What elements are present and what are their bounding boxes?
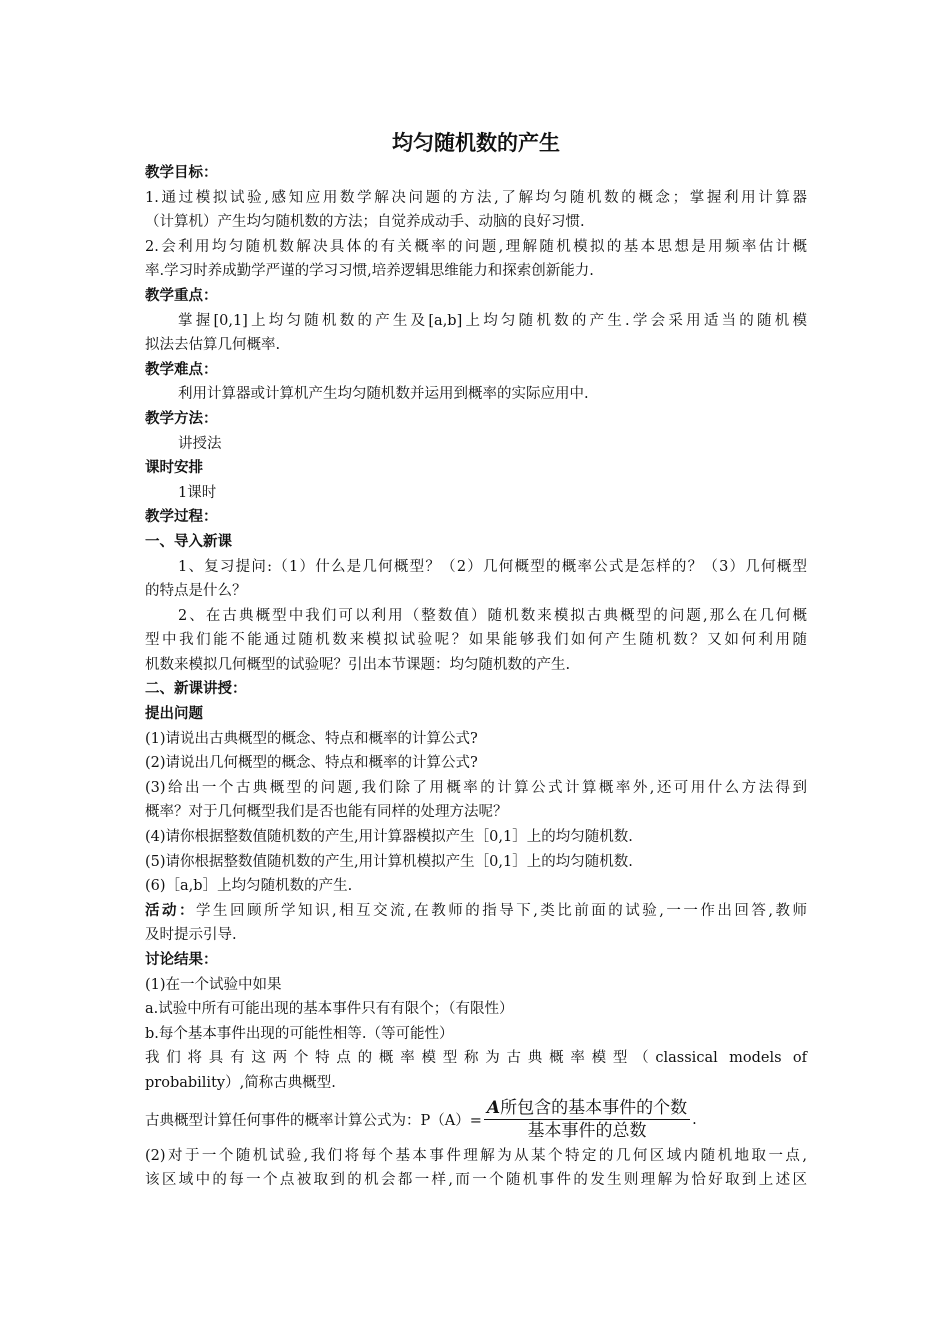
classical-probability-formula <box>145 1096 807 1144</box>
result-2-line-1: (2)对于一个随机试验,我们将每个基本事件理解为从某个特定的几何区域内随机地取一点, <box>145 1147 807 1164</box>
objectives-heading: 教学目标： <box>145 165 218 181</box>
objective-item-2 <box>145 235 807 284</box>
activity-text-1: 学生回顾所学知识,相互交流,在教师的指导下,类比前面的试验,一一作出回答,教师 <box>196 902 807 919</box>
question-5: (5)请你根据整数值随机数的产生,用计算机模拟产生［0,1］上的均匀随机数. <box>145 853 633 870</box>
formula-suffix: . <box>692 1111 697 1128</box>
results-heading: 讨论结果： <box>145 952 218 968</box>
objective-item-2-line-2: 率.学习时养成勤学严谨的学习习惯,培养逻辑思维能力和探索创新能力. <box>145 263 594 280</box>
formula-denominator: 基本事件的总数 <box>527 1120 647 1141</box>
method-heading: 教学方法： <box>145 410 218 427</box>
result-2-line-2: 该区域中的每一个点被取到的机会都一样,而一个随机事件的发生则理解为恰好取到上述区 <box>145 1172 807 1189</box>
schedule-heading: 课时安排 <box>145 460 203 477</box>
document-title: 均匀随机数的产生 <box>392 131 560 155</box>
question-6: (6)［a,b］上均匀随机数的产生. <box>145 878 353 895</box>
intro-paragraph-1 <box>145 555 807 604</box>
process-heading: 教学过程： <box>145 509 218 526</box>
formula-numerator-text: 所包含的基本事件的个数 <box>500 1097 688 1118</box>
activity-line-1 <box>145 899 807 924</box>
formula-prefix: 古典概型计算任何事件的概率计算公式为：P（A）= <box>145 1113 482 1130</box>
intro-p1-line-1: 1、复习提问:（1）什么是几何概型？（2）几何概型的概率公式是怎样的？（3）几何概型 <box>178 558 807 575</box>
intro-p2-line-2: 型中我们能不能通过随机数来模拟试验呢？如果能够我们如何产生随机数？又如何利用随 <box>145 632 807 649</box>
question-3-line-1: (3)给出一个古典概型的问题,我们除了用概率的计算公式计算概率外,还可用什么方法得到 <box>145 779 807 796</box>
formula-numerator <box>484 1098 690 1120</box>
result-1: (1)在一个试验中如果 <box>145 976 282 993</box>
activity-paragraph <box>145 899 807 948</box>
questions-heading: 提出问题 <box>145 706 203 723</box>
intro-p1-line-2: 的特点是什么？ <box>145 583 247 600</box>
question-4: (4)请你根据整数值随机数的产生,用计算器模拟产生［0,1］上的均匀随机数. <box>145 829 633 846</box>
intro-heading: 一、导入新课 <box>145 533 232 550</box>
difficulties-text: 利用计算器或计算机产生均匀随机数并运用到概率的实际应用中. <box>178 386 589 403</box>
question-2: (2)请说出几何概型的概念、特点和概率的计算公式? <box>145 755 478 772</box>
activity-label: 活动： <box>145 902 196 919</box>
new-lesson-heading: 二、新课讲授： <box>145 681 247 698</box>
activity-line-2: 及时提示引导. <box>145 927 237 944</box>
intro-p2-line-3: 机数来模拟几何概型的试验呢？引出本节课题：均匀随机数的产生. <box>145 656 571 673</box>
formula-fraction <box>484 1098 690 1142</box>
key-points-line-1: 掌握[0,1]上均匀随机数的产生及[a,b]上均匀随机数的产生.学会采用适当的随机模 <box>178 312 807 329</box>
result-1b: b.每个基本事件出现的可能性相等.（等可能性） <box>145 1025 454 1042</box>
intro-paragraph-2 <box>145 604 807 678</box>
schedule-text: 1课时 <box>178 484 217 501</box>
objective-item-1-line-2: （计算机）产生均匀随机数的方法；自觉养成动手、动脑的良好习惯. <box>145 214 585 231</box>
result-1c <box>145 1046 807 1095</box>
document-page <box>145 128 807 1193</box>
objective-item-1-line-1: 1.通过模拟试验,感知应用数学解决问题的方法,了解均匀随机数的概念；掌握利用计算器 <box>145 189 807 206</box>
key-points-heading: 教学重点： <box>145 287 218 304</box>
key-points-text <box>145 309 807 358</box>
result-1c-line-2: probability）,简称古典概型. <box>145 1074 336 1091</box>
difficulties-heading: 教学难点： <box>145 361 218 378</box>
question-3-line-2: 概率？对于几何概型我们是否也能有同样的处理方法呢？ <box>145 804 508 821</box>
objective-item-1 <box>145 186 807 235</box>
result-2 <box>145 1144 807 1193</box>
method-text: 讲授法 <box>178 435 222 452</box>
intro-p2-line-1: 2、在古典概型中我们可以利用（整数值）随机数来模拟古典概型的问题,那么在几何概 <box>178 607 807 624</box>
result-1c-line-1: 我们将具有这两个特点的概率模型称为古典概率模型（classical models of <box>145 1050 807 1067</box>
objective-item-2-line-1: 2.会利用均匀随机数解决具体的有关概率的问题,理解随机模拟的基本思想是用频率估计概 <box>145 238 807 255</box>
key-points-line-2: 拟法去估算几何概率. <box>145 337 281 354</box>
question-3 <box>145 776 807 825</box>
result-1a: a.试验中所有可能出现的基本事件只有有限个；（有限性） <box>145 1001 514 1018</box>
formula-numerator-variable: A <box>486 1097 501 1118</box>
question-1: (1)请说出古典概型的概念、特点和概率的计算公式? <box>145 730 478 747</box>
